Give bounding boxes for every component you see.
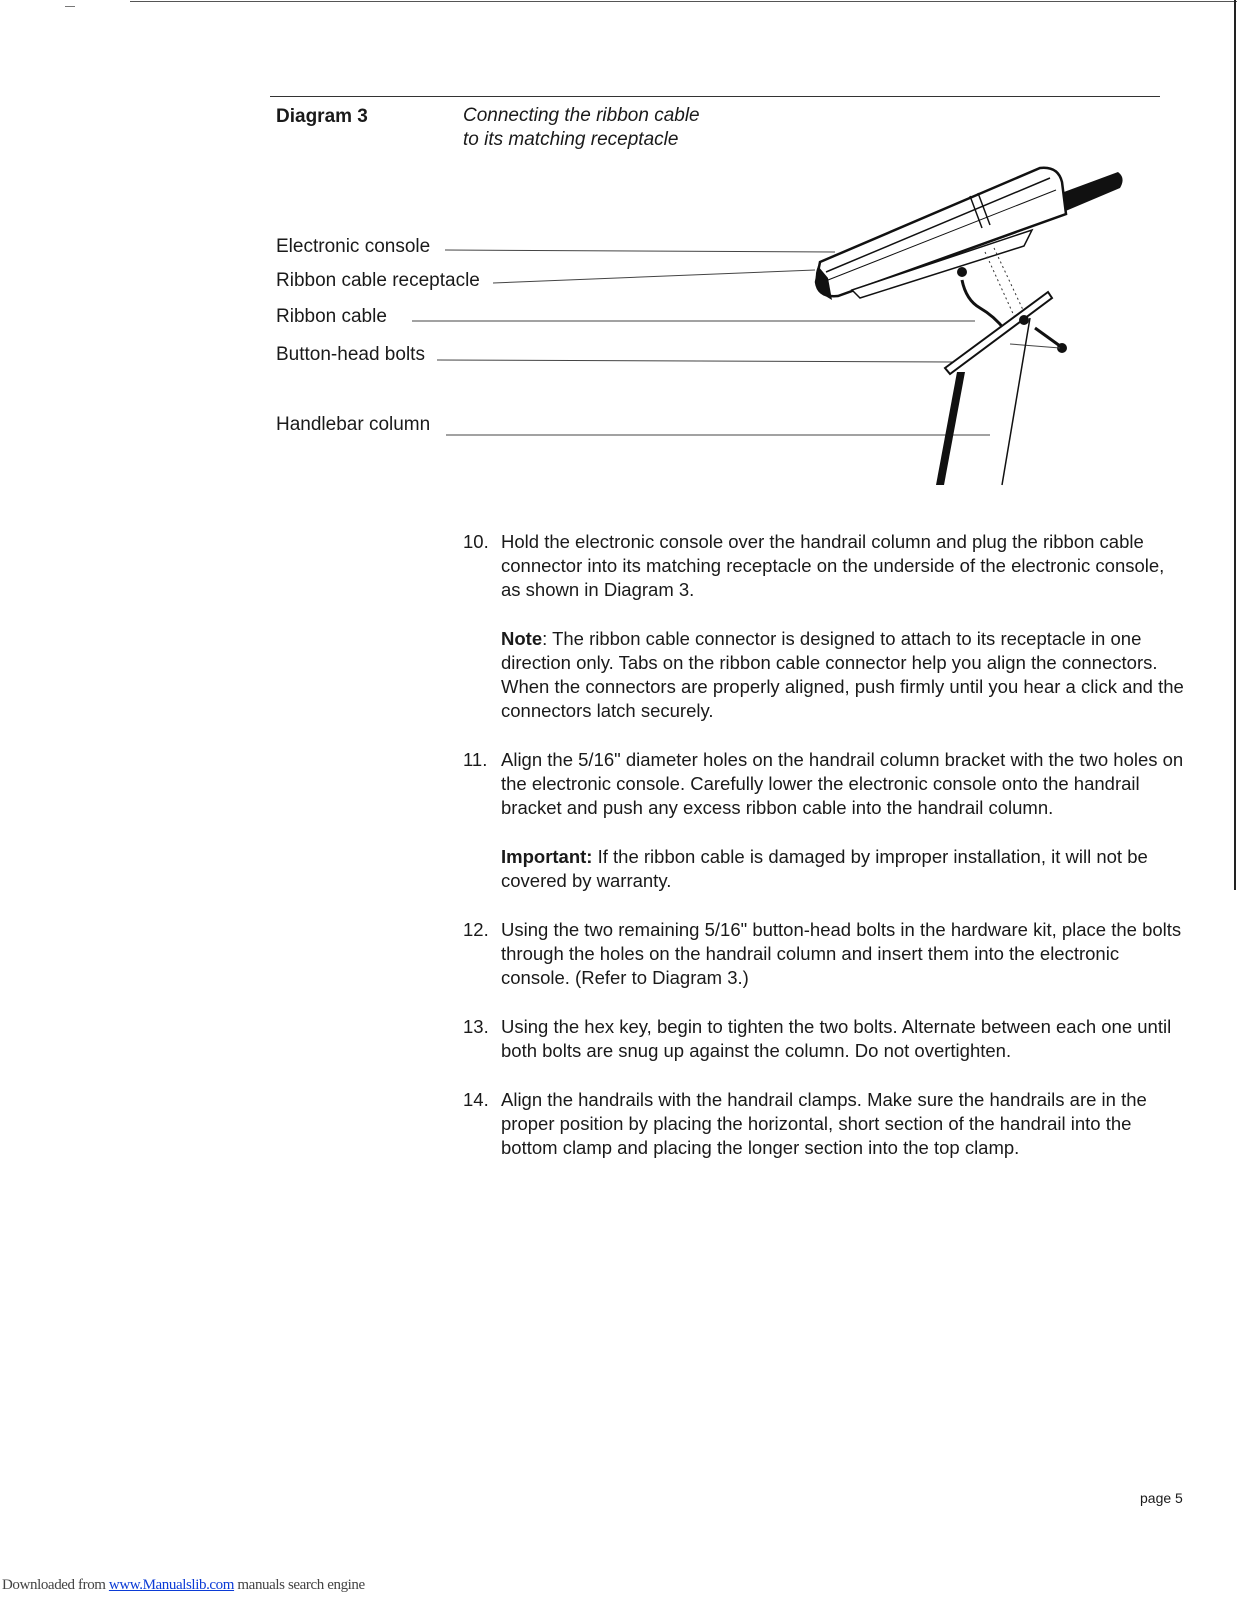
step-13 [463,1015,1188,1063]
page-number: page 5 [1140,1490,1183,1506]
step-number: 11. [463,749,488,770]
step-text: Align the 5/16" diameter holes on the handrail column bracket with the two holes on the electronic console. Carefully lower the electronic console onto the handrail bracket and push any excess ribbon cable into the handrail column. [501,749,1184,818]
step-12 [463,918,1188,990]
step-14 [463,1088,1188,1160]
callout-button-head-bolts: Button-head bolts [276,344,425,365]
important-text: If the ribbon cable is damaged by improper installation, it will not be covered by warranty. [501,846,1148,891]
download-footer [2,1577,365,1594]
button-head-bolt [1010,328,1067,353]
assembly-instructions [463,530,1188,1185]
step-number: 13. [463,1016,489,1037]
step-text: Align the handrails with the handrail clamps. Make sure the handrails are in the proper position by placing the horizontal, short section of the handrail into the bottom clamp and placing the longer section into the top clamp. [501,1089,1147,1158]
footer-prefix: Downloaded from [2,1577,109,1593]
step-number: 12. [463,919,489,940]
console-assembly-illustration [0,0,1237,520]
step-10 [463,530,1188,602]
manualslib-link[interactable]: www.Manualslib.com [108,1577,235,1593]
note-text: : The ribbon cable connector is designed to attach to its receptacle in one direction only. Tabs on the ribbon cable connector help you align the connectors. When the connectors are properly aligned, push firmly until you hear a click and the connectors latch securely. [501,628,1184,721]
step-text: Using the hex key, begin to tighten the two bolts. Alternate between each one until both bolts are snug up against the column. Do not overtighten. [501,1016,1172,1061]
ribbon-cable-receptacle [957,267,967,277]
step-text: Hold the electronic console over the handrail column and plug the ribbon cable connector into its matching receptacle on the underside of the electronic console, as shown in Diagram 3. [501,531,1165,600]
step-number: 10. [463,531,489,552]
column-bracket [945,292,1052,374]
step-text: Using the two remaining 5/16" button-head bolts in the hardware kit, place the bolts through the holes on the handrail column and insert them into the electronic console. (Refer to Diagram 3.) [501,919,1182,988]
callout-ribbon-cable: Ribbon cable [276,306,387,327]
step-number: 14. [463,1089,489,1110]
step-11-important [463,845,1188,893]
important-label: Important: [501,846,593,867]
diagram-caption: Connecting the ribbon cable to its matching receptacle [463,105,700,150]
note-label: Note [501,628,543,649]
diagram-label: Diagram 3 [276,106,368,127]
step-11 [463,748,1188,820]
callout-electronic-console: Electronic console [276,236,431,257]
electronic-console [816,168,1066,300]
callout-ribbon-cable-receptacle: Ribbon cable receptacle [276,270,480,291]
callout-handlebar-column: Handlebar column [276,414,431,435]
footer-suffix: manuals search engine [234,1577,365,1593]
step-10-note [463,627,1188,723]
